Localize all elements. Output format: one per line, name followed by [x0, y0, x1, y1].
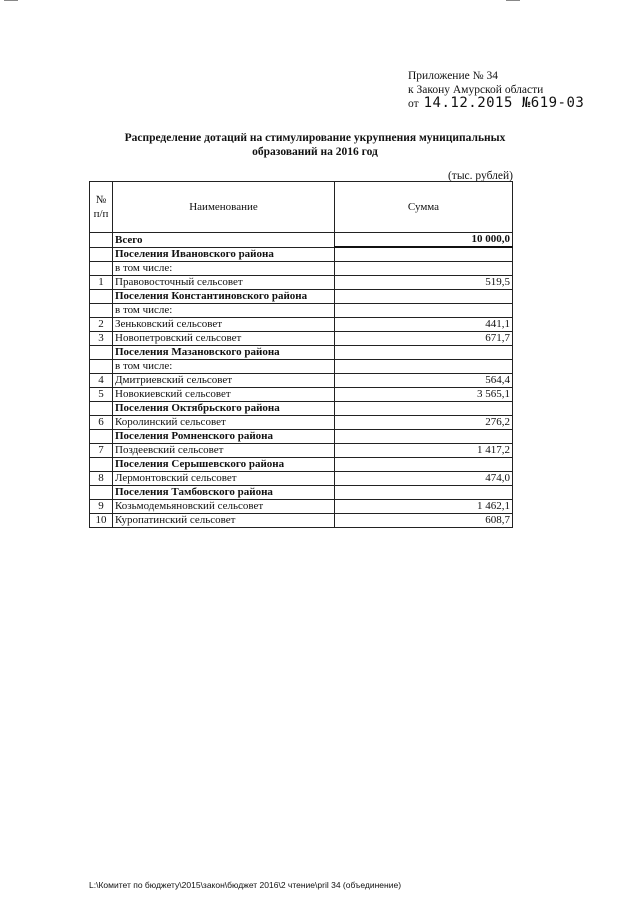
row-number	[90, 247, 113, 262]
table-row	[90, 458, 513, 472]
row-sum	[335, 458, 513, 472]
table-row	[90, 318, 513, 332]
row-name: Поселения Тамбовского района	[113, 486, 335, 500]
table-row	[90, 276, 513, 290]
table-row	[90, 360, 513, 374]
row-number: 2	[90, 318, 113, 332]
table-row	[90, 233, 513, 248]
row-name: в том числе:	[113, 304, 335, 318]
table-row	[90, 430, 513, 444]
header-sum: Сумма	[335, 182, 513, 233]
row-name: Лермонтовский сельсовет	[113, 472, 335, 486]
row-name: Козьмодемьяновский сельсовет	[113, 500, 335, 514]
row-sum	[335, 486, 513, 500]
row-sum	[335, 247, 513, 262]
row-sum	[335, 290, 513, 304]
row-number	[90, 262, 113, 276]
row-sum	[335, 304, 513, 318]
table-row	[90, 416, 513, 430]
row-number	[90, 233, 113, 248]
row-sum: 10 000,0	[335, 233, 513, 248]
scan-mark	[4, 0, 18, 1]
row-sum: 474,0	[335, 472, 513, 486]
table-row	[90, 346, 513, 360]
table-row	[90, 486, 513, 500]
table-row	[90, 290, 513, 304]
row-name: Поселения Серышевского района	[113, 458, 335, 472]
row-number	[90, 402, 113, 416]
table-row	[90, 374, 513, 388]
row-name: Дмитриевский сельсовет	[113, 374, 335, 388]
row-name: Королинский сельсовет	[113, 416, 335, 430]
row-number: 7	[90, 444, 113, 458]
row-number: 10	[90, 514, 113, 528]
row-sum: 564,4	[335, 374, 513, 388]
subsidy-table	[89, 181, 513, 528]
appendix-date-line	[408, 97, 584, 112]
table-row	[90, 388, 513, 402]
row-name: в том числе:	[113, 360, 335, 374]
row-name: Поселения Ромненского района	[113, 430, 335, 444]
row-sum: 608,7	[335, 514, 513, 528]
row-name: Правовосточный сельсовет	[113, 276, 335, 290]
appendix-number: Приложение № 34	[408, 70, 498, 82]
row-number: 1	[90, 276, 113, 290]
appendix-header	[408, 70, 584, 112]
table-row	[90, 262, 513, 276]
table-header-row	[90, 182, 513, 233]
row-name: Поздеевский сельсовет	[113, 444, 335, 458]
row-sum: 519,5	[335, 276, 513, 290]
row-name: Новопетровский сельсовет	[113, 332, 335, 346]
row-number: 4	[90, 374, 113, 388]
appendix-date-stamp: 14.12.2015 №619-03	[423, 95, 585, 111]
row-name: Поселения Ивановского района	[113, 247, 335, 262]
row-sum	[335, 262, 513, 276]
row-number	[90, 360, 113, 374]
row-name: Зеньковский сельсовет	[113, 318, 335, 332]
row-number	[90, 346, 113, 360]
row-sum	[335, 402, 513, 416]
title-line-2: образований на 2016 год	[252, 146, 378, 158]
row-sum: 441,1	[335, 318, 513, 332]
row-number: 6	[90, 416, 113, 430]
table-row	[90, 304, 513, 318]
table-row	[90, 247, 513, 262]
scan-mark	[506, 0, 520, 1]
table-row	[90, 402, 513, 416]
row-number	[90, 486, 113, 500]
row-sum	[335, 430, 513, 444]
table-row	[90, 332, 513, 346]
row-sum	[335, 346, 513, 360]
row-sum: 671,7	[335, 332, 513, 346]
table-row	[90, 514, 513, 528]
row-number: 3	[90, 332, 113, 346]
table-row	[90, 500, 513, 514]
row-number: 9	[90, 500, 113, 514]
row-name: Всего	[113, 233, 335, 248]
row-number	[90, 458, 113, 472]
row-sum	[335, 360, 513, 374]
document-title	[110, 131, 520, 159]
row-name: Поселения Константиновского района	[113, 290, 335, 304]
row-number	[90, 430, 113, 444]
row-sum: 1 462,1	[335, 500, 513, 514]
table-row	[90, 444, 513, 458]
row-number: 5	[90, 388, 113, 402]
row-name: Поселения Октябрьского района	[113, 402, 335, 416]
row-name: Поселения Мазановского района	[113, 346, 335, 360]
row-sum: 276,2	[335, 416, 513, 430]
file-path-footer: L:\Комитет по бюджету\2015\закон\бюджет 2016\2 чтение\pril 34 (объединение)	[89, 880, 402, 890]
table-row	[90, 472, 513, 486]
row-name: Куропатинский сельсовет	[113, 514, 335, 528]
header-number: № п/п	[90, 182, 113, 233]
appendix-date-prefix: от	[408, 98, 419, 110]
title-line-1: Распределение дотаций на стимулирование укрупнения муниципальных	[124, 132, 506, 144]
row-name: Новокиевский сельсовет	[113, 388, 335, 402]
appendix-law: к Закону Амурской области	[408, 83, 544, 96]
row-number	[90, 290, 113, 304]
row-sum: 1 417,2	[335, 444, 513, 458]
row-name: в том числе:	[113, 262, 335, 276]
header-name: Наименование	[113, 182, 335, 233]
row-number: 8	[90, 472, 113, 486]
row-sum: 3 565,1	[335, 388, 513, 402]
row-number	[90, 304, 113, 318]
units-label: (тыс. рублей)	[447, 170, 513, 182]
